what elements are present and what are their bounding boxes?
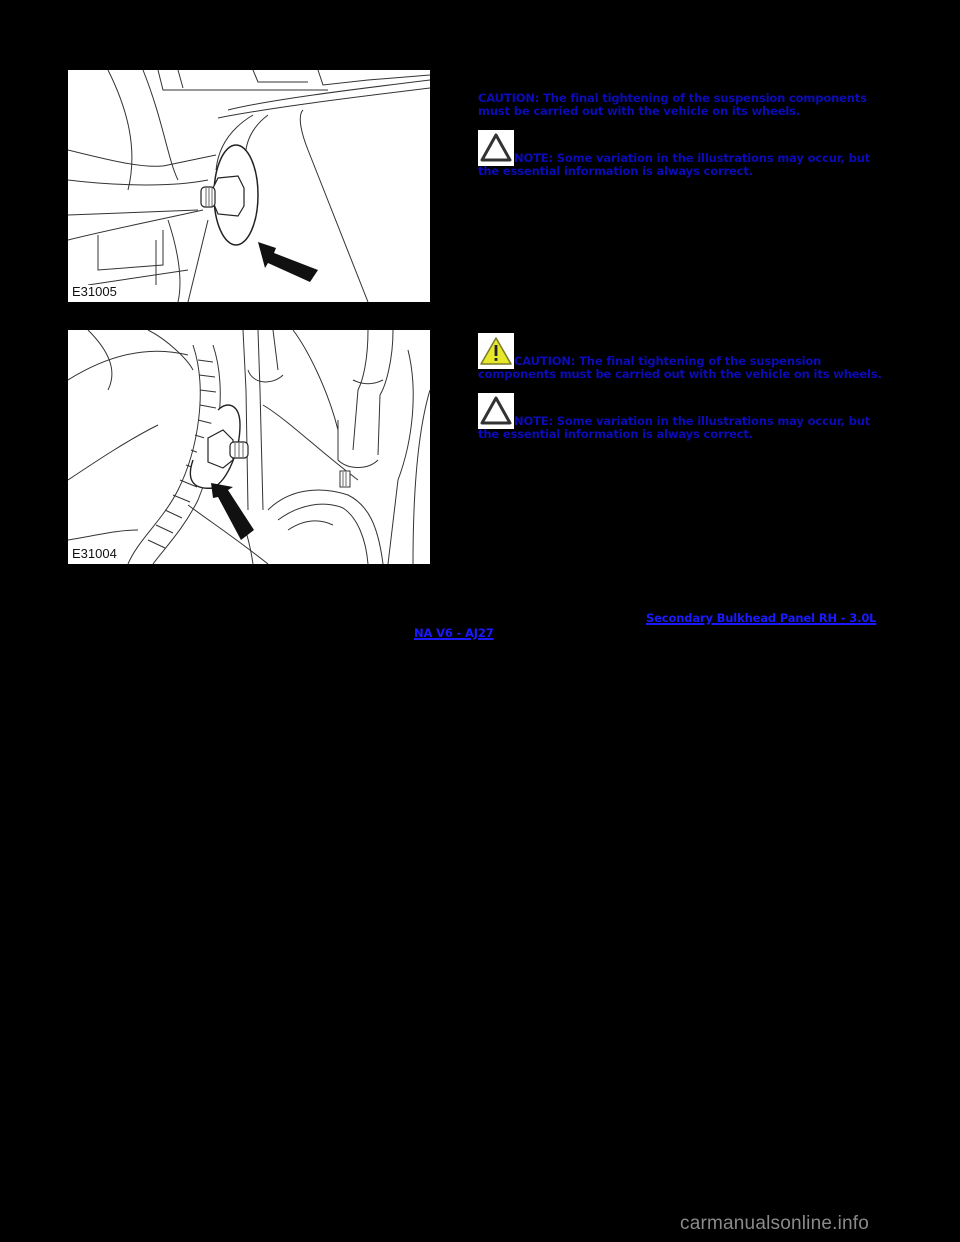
watermark: carmanualsonline.info — [680, 1213, 870, 1234]
reference-link-secondary-bulkhead-panel[interactable]: Secondary Bulkhead Panel RH - 3.0L — [646, 611, 877, 625]
caution-triangle-icon — [478, 333, 514, 369]
caution-text: CAUTION: The final tightening of the suspension components must be carried out with the vehicle on its wheels. — [478, 91, 867, 118]
step-notes-1 — [478, 92, 890, 190]
caution-note — [478, 92, 890, 118]
caution-text: CAUTION: The final tightening of the suspension components must be carried out with the vehicle on its wheels. — [478, 354, 882, 381]
illustration-e31005 — [68, 70, 430, 302]
figure-code: E31004 — [72, 546, 117, 561]
general-note — [478, 130, 890, 178]
note-triangle-icon — [478, 393, 514, 429]
general-note — [478, 393, 890, 441]
illustration-e31004 — [68, 330, 430, 564]
note-text: NOTE: Some variation in the illustrations may occur, but the essential information is always correct. — [478, 414, 871, 441]
note-triangle-icon — [478, 130, 514, 166]
figure-code: E31005 — [72, 284, 117, 299]
reference-link-secondary-bulkhead-panel-cont[interactable]: NA V6 - AJ27 — [414, 626, 494, 640]
bolt-harness-drawing — [68, 330, 430, 564]
caution-note — [478, 333, 890, 381]
step-notes-2 — [478, 333, 890, 453]
note-text: NOTE: Some variation in the illustrations may occur, but the essential information is always correct. — [478, 151, 871, 178]
bolt-washer-drawing — [68, 70, 430, 302]
